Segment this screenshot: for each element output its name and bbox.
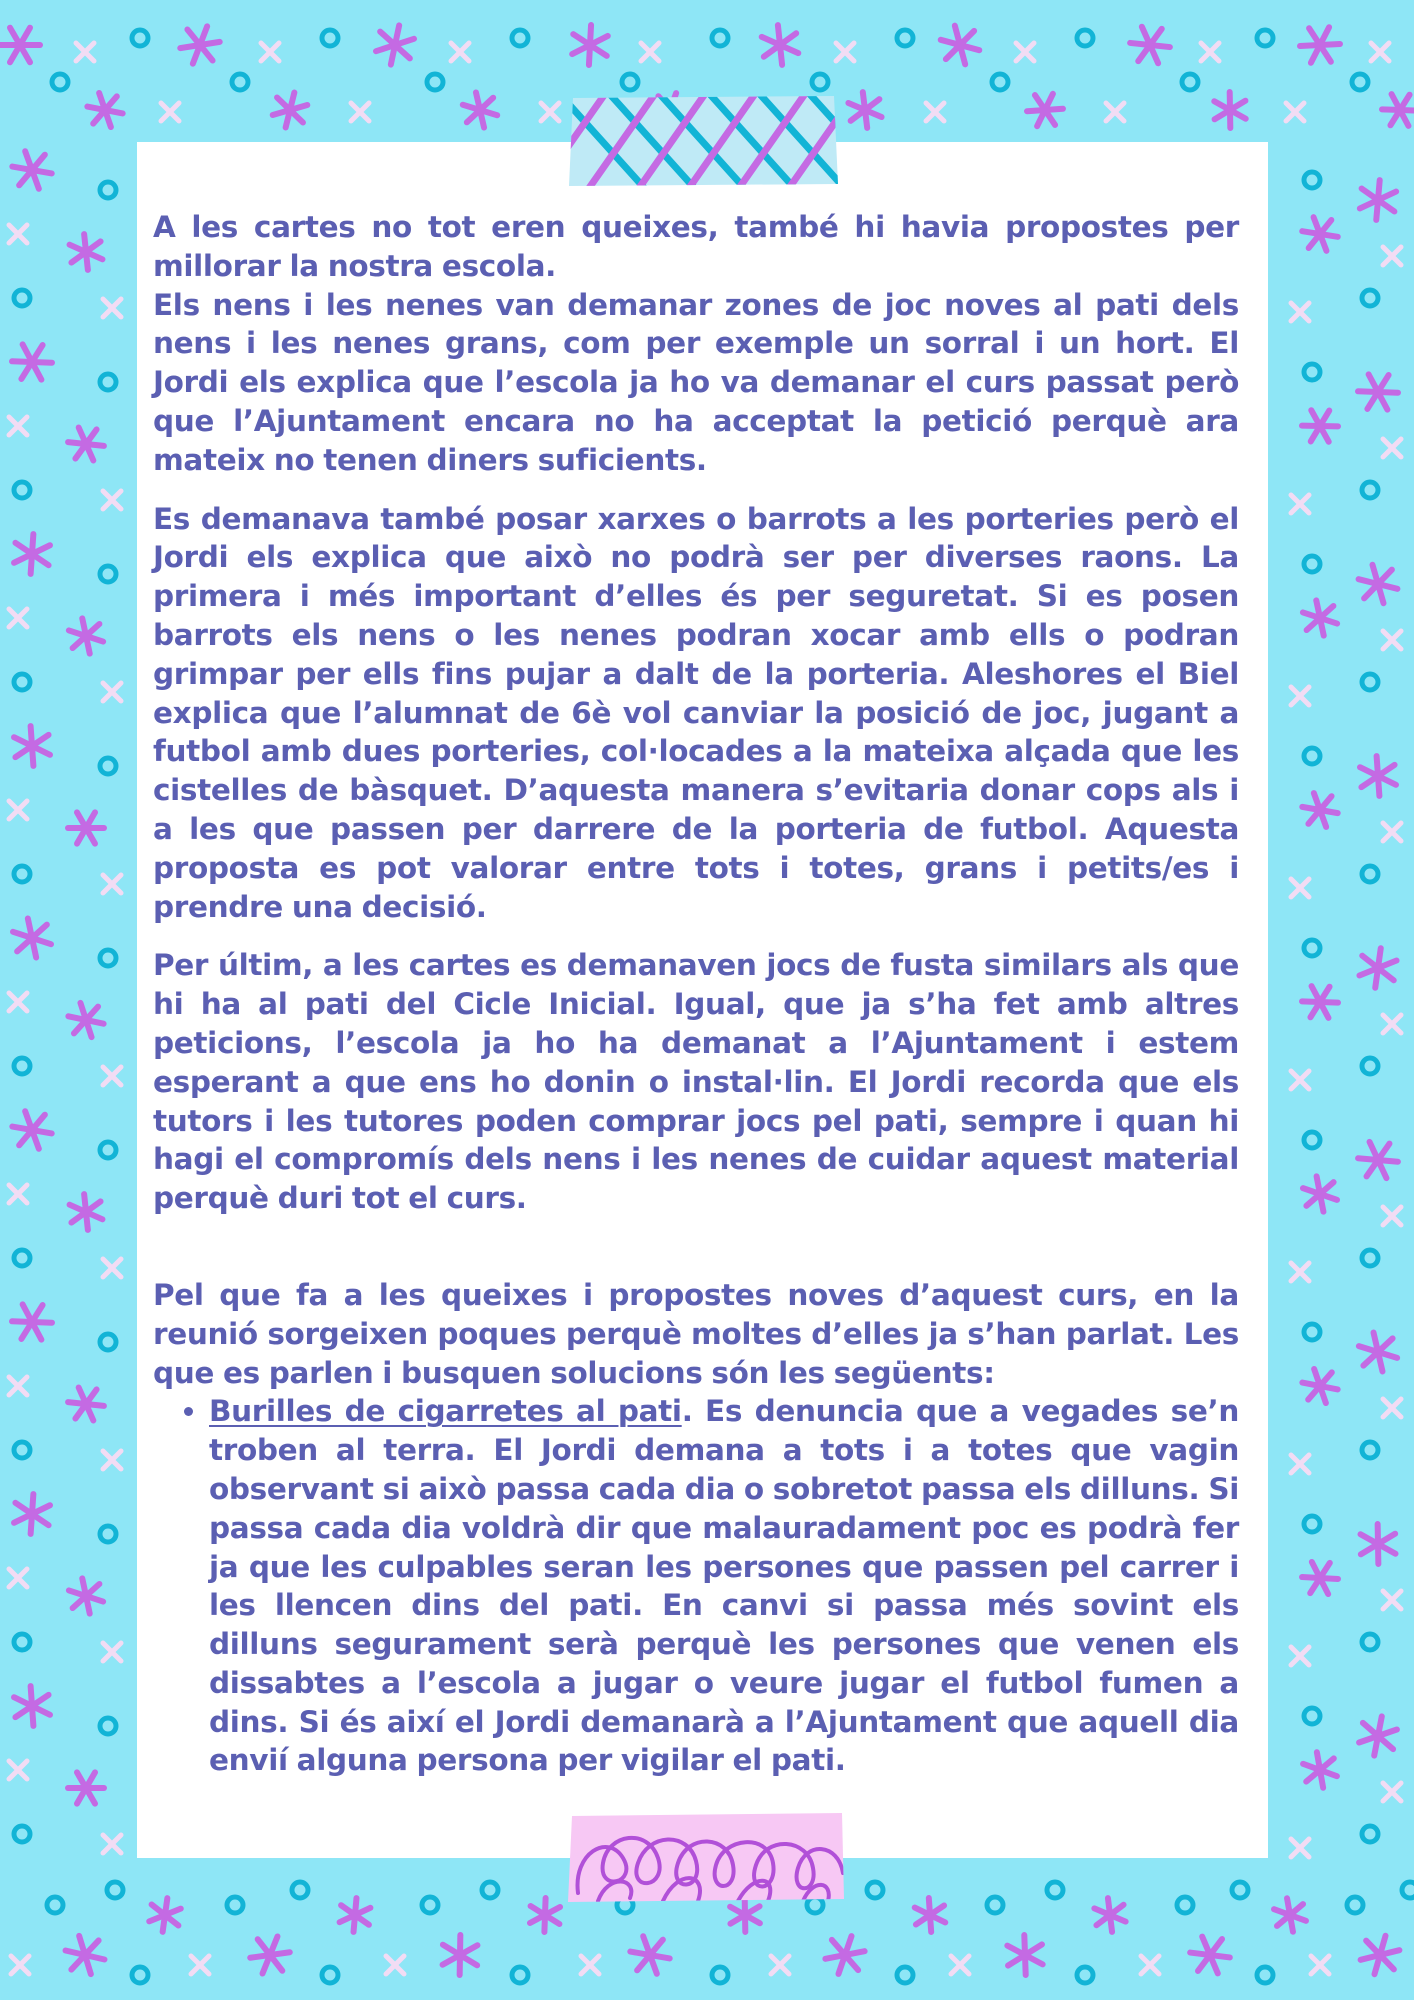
washi-tape-bottom bbox=[568, 1813, 846, 1903]
asterisk-icon bbox=[6, 722, 57, 771]
cross-icon bbox=[1371, 43, 1389, 61]
list-item-title: Burilles de cigarretes al pati bbox=[209, 1394, 682, 1429]
asterisk-icon bbox=[11, 344, 52, 380]
cross-icon bbox=[386, 1956, 404, 1974]
dot-icon bbox=[1362, 674, 1378, 690]
letter-text bbox=[153, 208, 1239, 1780]
cross-icon bbox=[1201, 43, 1219, 61]
dot-icon bbox=[107, 1882, 123, 1898]
asterisk-icon bbox=[914, 1897, 946, 1933]
dot-icon bbox=[1304, 556, 1320, 572]
cross-icon bbox=[1311, 1956, 1329, 1974]
dot-icon bbox=[100, 1526, 116, 1542]
dot-icon bbox=[14, 290, 30, 306]
asterisk-icon bbox=[1301, 986, 1338, 1018]
asterisk-icon bbox=[66, 427, 105, 462]
dot-icon bbox=[292, 1882, 308, 1898]
washi-tape-top bbox=[567, 96, 840, 186]
asterisk-icon bbox=[1358, 1931, 1402, 1979]
cross-icon bbox=[11, 1956, 29, 1974]
dot-icon bbox=[897, 30, 913, 46]
asterisk-icon bbox=[1352, 1519, 1404, 1569]
asterisk-icon bbox=[755, 21, 806, 69]
asterisk-icon bbox=[1352, 752, 1403, 801]
dot-icon bbox=[14, 1442, 30, 1458]
cross-icon bbox=[161, 103, 179, 121]
cross-icon bbox=[1291, 687, 1309, 705]
asterisk-icon bbox=[9, 1109, 54, 1150]
cross-icon bbox=[1291, 1839, 1309, 1857]
dot-icon bbox=[867, 1882, 883, 1898]
asterisk-icon bbox=[1354, 1330, 1402, 1375]
cross-icon bbox=[103, 1835, 121, 1853]
paragraph-proposals-intro: A les cartes no tot eren queixes, també hi havia propostes per millorar la nostra escola. bbox=[153, 210, 1239, 283]
asterisk-icon bbox=[1088, 1893, 1133, 1937]
dot-icon bbox=[1182, 74, 1198, 90]
dot-icon bbox=[897, 1967, 913, 1983]
asterisk-icon bbox=[143, 1893, 188, 1937]
dot-icon bbox=[1304, 1132, 1320, 1148]
cross-icon bbox=[9, 1185, 27, 1203]
asterisk-icon bbox=[374, 22, 416, 68]
dot-icon bbox=[1077, 30, 1093, 46]
asterisk-icon bbox=[68, 1772, 104, 1803]
cross-icon bbox=[9, 1569, 27, 1587]
asterisk-icon bbox=[1378, 87, 1414, 133]
asterisk-icon bbox=[64, 616, 108, 657]
cross-icon bbox=[103, 875, 121, 893]
cross-icon bbox=[1291, 1071, 1309, 1089]
asterisk-icon bbox=[1298, 1173, 1342, 1214]
asterisk-icon bbox=[11, 1304, 52, 1340]
asterisk-icon bbox=[9, 149, 54, 190]
dot-icon bbox=[622, 74, 638, 90]
dot-icon bbox=[14, 1250, 30, 1266]
asterisk-icon bbox=[84, 91, 125, 128]
cross-icon bbox=[76, 43, 94, 61]
cross-icon bbox=[1383, 823, 1401, 841]
dot-icon bbox=[322, 30, 338, 46]
cross-icon bbox=[9, 225, 27, 243]
complaints-list bbox=[153, 1392, 1239, 1780]
cross-icon bbox=[1141, 1956, 1159, 1974]
dot-icon bbox=[1232, 1882, 1248, 1898]
dot-icon bbox=[1352, 74, 1368, 90]
cross-icon bbox=[1291, 879, 1309, 897]
asterisk-icon bbox=[1301, 1561, 1339, 1594]
dot-icon bbox=[100, 1142, 116, 1158]
cross-icon bbox=[103, 491, 121, 509]
asterisk-icon bbox=[63, 1190, 109, 1233]
dot-icon bbox=[1257, 30, 1273, 46]
dot-icon bbox=[987, 1897, 1003, 1913]
dot-icon bbox=[14, 1826, 30, 1842]
cross-icon bbox=[103, 1451, 121, 1469]
cross-icon bbox=[1383, 1783, 1401, 1801]
dot-icon bbox=[512, 30, 528, 46]
dot-icon bbox=[1304, 1516, 1320, 1532]
cross-icon bbox=[103, 1643, 121, 1661]
cross-icon bbox=[1016, 43, 1034, 61]
dot-icon bbox=[1177, 1897, 1193, 1913]
dot-icon bbox=[100, 950, 116, 966]
dot-icon bbox=[14, 866, 30, 882]
cross-icon bbox=[951, 1956, 969, 1974]
cross-icon bbox=[1383, 631, 1401, 649]
asterisk-icon bbox=[1352, 942, 1405, 994]
dot-icon bbox=[132, 30, 148, 46]
dot-icon bbox=[1257, 1967, 1273, 1983]
dot-icon bbox=[14, 1634, 30, 1650]
asterisk-icon bbox=[1298, 1749, 1343, 1791]
asterisk-icon bbox=[1302, 410, 1339, 442]
dot-icon bbox=[1362, 482, 1378, 498]
cross-icon bbox=[1291, 1455, 1309, 1473]
asterisk-icon bbox=[6, 1682, 57, 1731]
asterisk-icon bbox=[1300, 216, 1340, 252]
dot-icon bbox=[100, 1334, 116, 1350]
cross-icon bbox=[103, 1259, 121, 1277]
asterisk-icon bbox=[6, 1488, 59, 1539]
asterisk-icon bbox=[1299, 27, 1341, 64]
cross-icon bbox=[351, 103, 369, 121]
asterisk-icon bbox=[339, 1897, 371, 1933]
cross-icon bbox=[1291, 1647, 1309, 1665]
dot-icon bbox=[712, 1967, 728, 1983]
asterisk-icon bbox=[66, 1387, 105, 1422]
cross-icon bbox=[926, 103, 944, 121]
asterisk-icon bbox=[1298, 598, 1342, 639]
dot-icon bbox=[322, 1967, 338, 1983]
asterisk-icon bbox=[65, 1001, 107, 1039]
dot-icon bbox=[47, 1897, 63, 1913]
asterisk-icon bbox=[1186, 1930, 1233, 1980]
cross-icon bbox=[1383, 1015, 1401, 1033]
asterisk-icon bbox=[564, 21, 615, 70]
asterisk-icon bbox=[442, 1935, 477, 1976]
asterisk-icon bbox=[1354, 562, 1401, 605]
cross-icon bbox=[1383, 1207, 1401, 1225]
dot-icon bbox=[232, 74, 248, 90]
asterisk-icon bbox=[68, 812, 104, 843]
asterisk-icon bbox=[1300, 792, 1341, 829]
asterisk-icon bbox=[174, 19, 226, 72]
asterisk-icon bbox=[841, 87, 889, 134]
dot-icon bbox=[14, 1058, 30, 1074]
cross-icon bbox=[9, 1377, 27, 1395]
list-item-text: . Es denuncia que a vegades se’n troben al terra. El Jordi demana a tots i a totes que vagin observant si això passa cada dia o sobretot passa els dilluns. Si passa cada dia voldrà dir que malauradament poc es podrà fer ja que les culpables seran les persones que passen pel carrer i les llencen dins del pati. En canvi si passa més sovint els dilluns segurament serà perquè les persones que venen els dissabtes a l’escola a jugar o veure jugar el futbol fumen a dins. Si és així el Jordi demanarà a l’Ajuntament que aquell dia envií alguna persona per vigilar el pati. bbox=[209, 1394, 1239, 1778]
dot-icon bbox=[100, 182, 116, 198]
cross-icon bbox=[261, 43, 279, 61]
cross-icon bbox=[9, 993, 27, 1011]
asterisk-icon bbox=[1124, 19, 1176, 72]
cross-icon bbox=[771, 1956, 789, 1974]
dot-icon bbox=[512, 1967, 528, 1983]
asterisk-icon bbox=[63, 230, 109, 273]
asterisk-icon bbox=[1352, 174, 1405, 225]
dot-icon bbox=[1304, 940, 1320, 956]
dot-icon bbox=[1304, 1708, 1320, 1724]
cross-icon bbox=[641, 43, 659, 61]
cross-icon bbox=[1291, 495, 1309, 513]
cross-icon bbox=[1383, 439, 1401, 457]
asterisk-icon bbox=[938, 21, 982, 69]
cross-icon bbox=[581, 1956, 599, 1974]
cross-icon bbox=[1383, 247, 1401, 265]
cross-icon bbox=[836, 43, 854, 61]
cross-icon bbox=[541, 103, 559, 121]
dot-icon bbox=[52, 74, 68, 90]
cross-icon bbox=[1383, 1591, 1401, 1609]
paragraph-wooden-games: Per últim, a les cartes es demanaven jocs de fusta similars als que hi ha al pati del Cicle Inicial. Igual, que ja s’ha fet amb altres peticions, l’escola ja ho ha demanat a l’Ajuntament i estem esperant a que ens ho donin o instal·lin. El Jordi recorda que els tutors i les tutores poden comprar jocs pel pati, sempre i quan hi hagi el compromís dels nens i les nenes de cuidar aquest material perquè duri tot el curs. bbox=[153, 948, 1239, 1216]
asterisk-icon bbox=[0, 28, 40, 63]
dot-icon bbox=[1347, 1897, 1363, 1913]
cross-icon bbox=[1291, 303, 1309, 321]
dot-icon bbox=[1304, 364, 1320, 380]
dot-icon bbox=[1362, 1634, 1378, 1650]
dot-icon bbox=[1402, 1882, 1414, 1898]
asterisk-icon bbox=[62, 1934, 109, 1977]
cross-icon bbox=[1106, 103, 1124, 121]
dot-icon bbox=[100, 566, 116, 582]
asterisk-icon bbox=[1026, 93, 1064, 127]
paragraph-goal-nets: Es demanava també posar xarxes o barrots a les porteries però el Jordi els explica que això no podrà ser per diverses raons. La primera i més important d’elles és per seguretat. Si es posen barrots els nens o les nenes podran xocar amb ells o podran grimpar per ells fins pujar a dalt de la porteria. Aleshores el Biel explica que l’alumnat de 6è vol canviar la posició de joc, jugant a futbol amb dues porteries, col·locades a la mateixa alçada que les cistelles de bàsquet. D’aquesta manera s’evitaria donar cops als i a les que passen per darrere de la porteria de futbol. Aquesta proposta es pot valorar entre tots i totes, grans i petits/es i prendre una decisió. bbox=[153, 501, 1239, 924]
cross-icon bbox=[103, 1067, 121, 1085]
cross-icon bbox=[191, 1956, 209, 1974]
dot-icon bbox=[1362, 1442, 1378, 1458]
dot-icon bbox=[100, 758, 116, 774]
dot-icon bbox=[1304, 748, 1320, 764]
dot-icon bbox=[1362, 290, 1378, 306]
asterisk-icon bbox=[1357, 1141, 1400, 1179]
cross-icon bbox=[9, 1761, 27, 1779]
asterisk-icon bbox=[64, 1576, 108, 1617]
dot-icon bbox=[14, 482, 30, 498]
list-item bbox=[209, 1392, 1239, 1780]
asterisk-icon bbox=[6, 528, 59, 579]
cross-icon bbox=[1291, 1263, 1309, 1281]
asterisk-icon bbox=[822, 1934, 868, 1976]
dot-icon bbox=[100, 1718, 116, 1734]
asterisk-icon bbox=[624, 1929, 676, 1982]
cross-icon bbox=[9, 609, 27, 627]
cross-icon bbox=[9, 417, 27, 435]
asterisk-icon bbox=[999, 1930, 1051, 1979]
cross-icon bbox=[451, 43, 469, 61]
cross-icon bbox=[1286, 103, 1304, 121]
dot-icon bbox=[1362, 1058, 1378, 1074]
asterisk-icon bbox=[1269, 1895, 1311, 1934]
asterisk-icon bbox=[8, 915, 57, 960]
dot-icon bbox=[427, 74, 443, 90]
dot-icon bbox=[1304, 172, 1320, 188]
paragraph-play-areas: Els nens i les nenes van demanar zones de joc noves al pati dels nens i les nenes grans, com per exemple un sorral i un hort. El Jordi els explica que l’escola ja ho va demanar el curs passat però que l’Ajuntament encara no ha acceptat la petició perquè ara mateix no tenen diners suficients. bbox=[153, 287, 1239, 477]
dot-icon bbox=[132, 1967, 148, 1983]
asterisk-icon bbox=[244, 1929, 296, 1982]
asterisk-icon bbox=[523, 1894, 567, 1936]
dot-icon bbox=[812, 74, 828, 90]
asterisk-icon bbox=[1207, 88, 1254, 133]
dot-icon bbox=[1362, 1250, 1378, 1266]
dot-icon bbox=[712, 30, 728, 46]
asterisk-icon bbox=[1357, 374, 1398, 410]
dot-icon bbox=[1047, 1882, 1063, 1898]
paragraph-new-complaints: Pel que fa a les queixes i propostes noves d’aquest curs, en la reunió sorgeixen poques perquè moltes d’elles ja s’han parlat. Les que es parlen i busquen solucions són les següents: bbox=[153, 1277, 1239, 1390]
dot-icon bbox=[1362, 1826, 1378, 1842]
dot-icon bbox=[1362, 866, 1378, 882]
asterisk-icon bbox=[1299, 1367, 1340, 1404]
dot-icon bbox=[482, 1882, 498, 1898]
dot-icon bbox=[227, 1897, 243, 1913]
dot-icon bbox=[422, 1897, 438, 1913]
dot-icon bbox=[1077, 1967, 1093, 1983]
cross-icon bbox=[1383, 1399, 1401, 1417]
asterisk-icon bbox=[266, 86, 314, 133]
dot-icon bbox=[100, 374, 116, 390]
dot-icon bbox=[14, 674, 30, 690]
asterisk-icon bbox=[461, 89, 499, 131]
dot-icon bbox=[1304, 1324, 1320, 1340]
cross-icon bbox=[103, 683, 121, 701]
cross-icon bbox=[103, 299, 121, 317]
dot-icon bbox=[992, 74, 1008, 90]
asterisk-icon bbox=[1352, 1710, 1405, 1762]
cross-icon bbox=[9, 801, 27, 819]
